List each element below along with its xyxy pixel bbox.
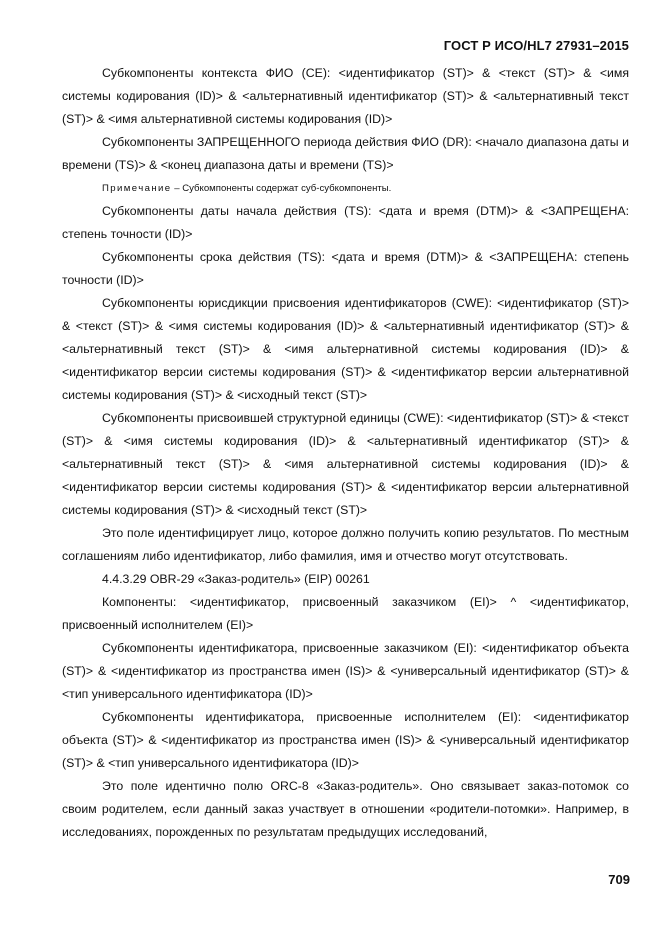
paragraph-field-description: Это поле идентифицирует лицо, которое должно получить копию результатов. По местным соглашениям либо идентификатор, либо фамилия, имя и отчество могут отсутствовать. (62, 526, 629, 563)
paragraph-parent-order: Это поле идентично полю ORC-8 «Заказ-родитель». Оно связывает заказ-потомок со своим родителем, если данный заказ участвует в отношении «родители-потомки». Например, в исследованиях, порожденных по результатам предыдущих исследований, (62, 779, 629, 839)
note-text: – Субкомпоненты содержат суб-субкомпоненты. (171, 183, 392, 194)
paragraph-cwe-department: Субкомпоненты присвоившей структурной единицы (CWE): <идентификатор (ST)> & <текст (ST)> & <имя системы кодирования (ID)> & <альтернативный идентификатор (ST)> & <альтернативный текст (ST)> & <имя альтернативной системы кодирования (ID)> & <идентификатор версии системы кодирования (ST)> & <идентификатор версии альтернативной системы кодирования (ST)> & <исходный текст (ST)> (62, 411, 630, 517)
paragraph-ts-start: Субкомпоненты даты начала действия (TS): <дата и время (DTM)> & <ЗАПРЕЩЕНА: степень точности (ID)> (62, 204, 629, 241)
paragraph-dr-subcomponents: Субкомпоненты ЗАПРЕЩЕННОГО периода действия ФИО (DR): <начало диапазона даты и времени (TS)> & <конец диапазона даты и времени (TS)> (62, 135, 629, 172)
paragraph-cwe-jurisdiction: Субкомпоненты юрисдикции присвоения идентификаторов (CWE): <идентификатор (ST)> & <текст (ST)> & <имя системы кодирования (ID)> & <альтернативный идентификатор (ST)> & <альтернативный текст (ST)> & <имя альтернативной системы кодирования (ID)> & <идентификатор версии системы кодирования (ST)> & <идентификатор версии альтернативной системы кодирования (ST)> & <исходный текст (ST)> (62, 296, 629, 402)
paragraph-filler-ei: Субкомпоненты идентификатора, присвоенные исполнителем (EI): <идентификатор объекта (ST)> & <идентификатор из пространства имен (IS)> & <универсальный идентификатор (ST)> & <тип универсального идентификатора (ID)> (62, 710, 629, 770)
page-number: 709 (608, 872, 630, 887)
document-header: ГОСТ Р ИСО/HL7 27931–2015 (443, 38, 629, 53)
note (62, 177, 629, 200)
section-heading-obr-29: 4.4.3.29 OBR-29 «Заказ-родитель» (EIP) 00261 (102, 572, 370, 586)
page-body (62, 62, 629, 844)
note-label: Примечание (102, 183, 172, 194)
paragraph-components: Компоненты: <идентификатор, присвоенный заказчиком (EI)> ^ <идентификатор, присвоенный исполнителем (EI)> (62, 595, 629, 632)
paragraph-ce-subcomponents: Субкомпоненты контекста ФИО (CE): <идентификатор (ST)> & <текст (ST)> & <имя системы кодирования (ID)> & <альтернативный идентификатор (ST)> & <альтернативный текст (ST)> & <имя альтернативной системы кодирования (ID)> (62, 66, 629, 126)
paragraph-placer-ei: Субкомпоненты идентификатора, присвоенные заказчиком (EI): <идентификатор объекта (ST)> & <идентификатор из пространства имен (IS)> & <универсальный идентификатор (ST)> & <тип универсального идентификатора (ID)> (62, 641, 629, 701)
paragraph-ts-duration: Субкомпоненты срока действия (TS): <дата и время (DTM)> & <ЗАПРЕЩЕНА: степень точности (ID)> (62, 250, 629, 287)
